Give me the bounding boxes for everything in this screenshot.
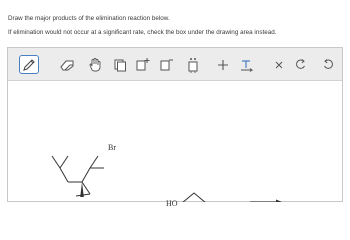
reaction-arrow [250, 200, 282, 203]
hand-icon [88, 57, 102, 72]
substrate-structure [52, 156, 104, 196]
eraser-tool-button[interactable] [58, 56, 75, 73]
negative-charge-tool-button[interactable] [158, 56, 175, 73]
pencil-tool-button[interactable] [19, 55, 39, 74]
text-label-icon [239, 58, 255, 72]
drawing-toolbar [8, 48, 342, 81]
reaction-scheme [8, 82, 342, 202]
reagent-hydroxyl-label: HO [166, 199, 178, 208]
lone-pair-icon [186, 57, 200, 73]
redo-icon [322, 58, 335, 71]
clear-icon [274, 60, 284, 70]
undo-tool-button[interactable] [292, 56, 309, 73]
clear-tool-button[interactable] [270, 56, 287, 73]
instruction-line-1: Draw the major products of the elimination reaction below. [8, 15, 170, 22]
reagent-chain [182, 193, 206, 202]
add-tool-button[interactable] [214, 56, 231, 73]
instruction-line-2: If elimination would not occur at a significant rate, check the box under the drawing area instead. [8, 29, 277, 36]
redo-tool-button[interactable] [320, 56, 337, 73]
copy-tool-button[interactable] [111, 56, 128, 73]
drawing-editor [7, 47, 343, 208]
copy-icon [113, 58, 127, 72]
positive-charge-icon [135, 57, 151, 72]
eraser-icon [59, 58, 75, 72]
undo-icon [294, 58, 307, 71]
drawing-canvas[interactable] [8, 82, 342, 208]
positive-charge-tool-button[interactable] [134, 56, 151, 73]
pencil-icon [22, 58, 36, 72]
lone-pair-tool-button[interactable] [184, 56, 201, 73]
text-label-tool-button[interactable] [238, 56, 255, 73]
bromine-label: Br [108, 143, 116, 152]
hand-tool-button[interactable] [86, 56, 103, 73]
negative-charge-icon [159, 57, 175, 72]
add-icon [217, 59, 229, 71]
